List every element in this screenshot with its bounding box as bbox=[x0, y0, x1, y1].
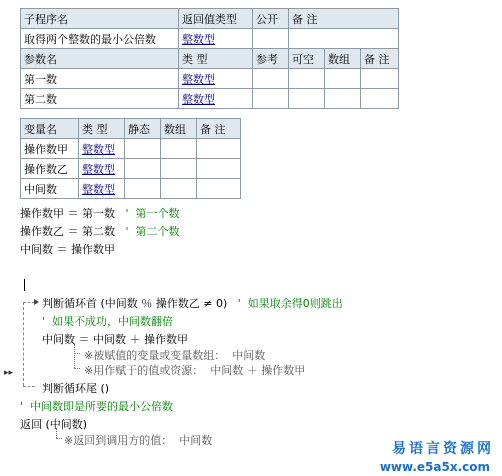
param-array-cell[interactable] bbox=[325, 89, 361, 109]
var-name[interactable]: 操作数甲 bbox=[21, 139, 79, 159]
param-ref-cell[interactable] bbox=[253, 89, 289, 109]
watermark-title: 易语言资源网 bbox=[392, 441, 494, 457]
var-remark-cell[interactable] bbox=[197, 179, 241, 199]
remark-cell[interactable] bbox=[289, 29, 399, 49]
param-remark-cell[interactable] bbox=[361, 69, 399, 89]
var-static-cell[interactable] bbox=[125, 139, 161, 159]
loop-vertical-line bbox=[23, 302, 24, 386]
var-type-cell[interactable] bbox=[79, 179, 125, 199]
header-var-type: 类 型 bbox=[79, 119, 125, 139]
header-param-name: 参数名 bbox=[21, 49, 179, 69]
param-type-cell[interactable] bbox=[179, 89, 253, 109]
var-type-link[interactable]: 整数型 bbox=[82, 142, 115, 156]
var-static-cell[interactable] bbox=[125, 179, 161, 199]
var-array-cell[interactable] bbox=[161, 179, 197, 199]
header-param-type: 类 型 bbox=[179, 49, 253, 69]
header-param-ref: 参考 bbox=[253, 49, 289, 69]
table-row bbox=[21, 139, 241, 159]
table-row bbox=[21, 89, 399, 109]
header-param-remark: 备 注 bbox=[361, 49, 399, 69]
loop-end-connector bbox=[23, 386, 35, 387]
param-remark-cell[interactable] bbox=[361, 89, 399, 109]
return-type-cell[interactable] bbox=[179, 29, 253, 49]
param-name[interactable]: 第一数 bbox=[21, 69, 179, 89]
inner-comment-line[interactable]: ' 如果不成功，中间数翻倍 bbox=[42, 315, 174, 328]
header-var-remark: 备 注 bbox=[197, 119, 241, 139]
param-optional-cell[interactable] bbox=[289, 89, 325, 109]
loop-marker-icon: ▸▸ bbox=[4, 368, 14, 378]
loop-start-line[interactable]: 判断循环首 (中间数 ％ 操作数乙 ≠ 0) ' 如果取余得0则跳出 bbox=[42, 297, 343, 310]
var-name[interactable]: 中间数 bbox=[21, 179, 79, 199]
var-type-link[interactable]: 整数型 bbox=[82, 182, 115, 196]
result-comment-line[interactable]: ' 中间数即是所要的最小公倍数 bbox=[20, 400, 174, 413]
header-return-type: 返回值类型 bbox=[179, 9, 253, 29]
header-remark: 备 注 bbox=[289, 9, 399, 29]
table-row bbox=[21, 159, 241, 179]
hint-tree-line bbox=[74, 344, 75, 368]
arrow-right-icon bbox=[34, 299, 39, 305]
var-remark-cell[interactable] bbox=[197, 139, 241, 159]
hint-assigned-value: ※用作赋于的值或资源： 中间数 ＋ 操作数甲 bbox=[84, 364, 306, 377]
var-name[interactable]: 操作数乙 bbox=[21, 159, 79, 179]
hint-branch bbox=[56, 438, 62, 439]
code-line-1[interactable]: 操作数甲 ＝ 第一数 ' 第一个数 bbox=[20, 207, 180, 220]
text-cursor bbox=[24, 279, 25, 291]
watermark-url: www.e5a5x.com bbox=[379, 460, 490, 474]
table-row bbox=[21, 69, 399, 89]
header-var-array: 数组 bbox=[161, 119, 197, 139]
param-ref-cell[interactable] bbox=[253, 69, 289, 89]
variable-table bbox=[20, 118, 241, 199]
header-public: 公开 bbox=[253, 9, 289, 29]
header-var-name: 变量名 bbox=[21, 119, 79, 139]
code-line-2[interactable]: 操作数乙 ＝ 第二数 ' 第二个数 bbox=[20, 225, 180, 238]
header-param-optional: 可空 bbox=[289, 49, 325, 69]
inner-code-line[interactable]: 中间数 ＝ 中间数 ＋ 操作数甲 bbox=[42, 333, 188, 346]
header-var-static: 静态 bbox=[125, 119, 161, 139]
var-type-cell[interactable] bbox=[79, 139, 125, 159]
table-row bbox=[21, 179, 241, 199]
return-type-link[interactable]: 整数型 bbox=[182, 32, 215, 46]
loop-end-line[interactable]: 判断循环尾 () bbox=[42, 382, 110, 395]
code-comment: ' 第二个数 bbox=[125, 225, 180, 238]
var-array-cell[interactable] bbox=[161, 139, 197, 159]
param-array-cell[interactable] bbox=[325, 69, 361, 89]
var-array-cell[interactable] bbox=[161, 159, 197, 179]
hint-assigned-var: ※被赋值的变量或变量数组： 中间数 bbox=[84, 349, 266, 362]
return-line[interactable]: 返回 (中间数) bbox=[20, 418, 88, 431]
var-static-cell[interactable] bbox=[125, 159, 161, 179]
header-param-array: 数组 bbox=[325, 49, 361, 69]
hint-return-value: ※返回到调用方的值： 中间数 bbox=[64, 434, 213, 447]
subroutine-name[interactable]: 取得两个整数的最小公倍数 bbox=[21, 29, 179, 49]
param-name[interactable]: 第二数 bbox=[21, 89, 179, 109]
code-line-3[interactable]: 中间数 ＝ 操作数甲 bbox=[20, 243, 115, 256]
hint-branch bbox=[74, 353, 80, 354]
param-type-link[interactable]: 整数型 bbox=[182, 72, 215, 86]
hint-branch bbox=[74, 368, 80, 369]
param-type-link[interactable]: 整数型 bbox=[182, 92, 215, 106]
header-subroutine-name: 子程序名 bbox=[21, 9, 179, 29]
var-remark-cell[interactable] bbox=[197, 159, 241, 179]
var-type-cell[interactable] bbox=[79, 159, 125, 179]
var-type-link[interactable]: 整数型 bbox=[82, 162, 115, 176]
hint-tree-line bbox=[56, 428, 57, 438]
public-cell[interactable] bbox=[253, 29, 289, 49]
subroutine-table bbox=[20, 8, 399, 109]
param-type-cell[interactable] bbox=[179, 69, 253, 89]
code-comment: ' 如果取余得0则跳出 bbox=[237, 297, 343, 310]
code-comment: ' 第一个数 bbox=[125, 207, 180, 220]
param-optional-cell[interactable] bbox=[289, 69, 325, 89]
